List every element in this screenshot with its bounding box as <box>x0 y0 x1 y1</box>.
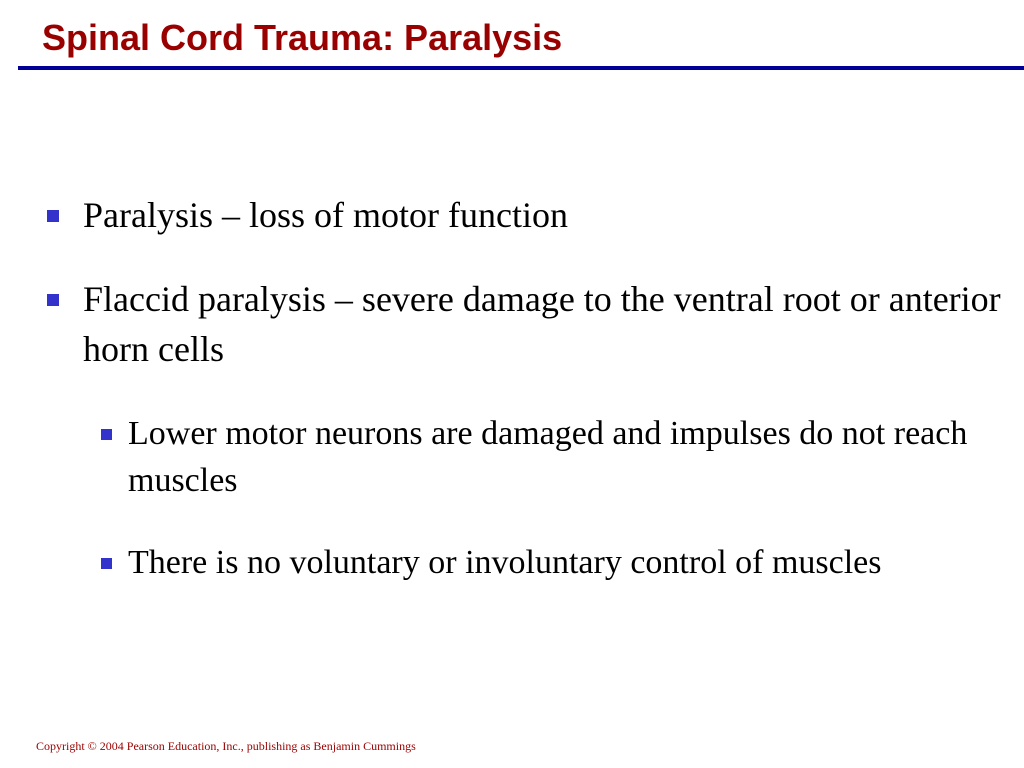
copyright-footer: Copyright © 2004 Pearson Education, Inc., publishing as Benjamin Cummings <box>36 739 416 753</box>
bullet-item-level1 <box>83 274 1003 374</box>
bullet-text: Flaccid paralysis – severe damage to the ventral root or anterior horn cells <box>83 279 1001 369</box>
bullet-item-level1 <box>83 190 1003 240</box>
square-bullet-icon <box>101 558 112 569</box>
bullet-text: Paralysis – loss of motor function <box>83 195 568 235</box>
square-bullet-icon <box>101 429 112 440</box>
bullet-item-level2 <box>128 539 998 586</box>
title-underline <box>18 66 1024 70</box>
square-bullet-icon <box>47 294 59 306</box>
bullet-text: Lower motor neurons are damaged and impulses do not reach muscles <box>128 415 968 499</box>
bullet-item-level2 <box>128 410 998 504</box>
slide-title: Spinal Cord Trauma: Paralysis <box>42 17 563 58</box>
bullet-text: There is no voluntary or involuntary control of muscles <box>128 544 882 581</box>
square-bullet-icon <box>47 210 59 222</box>
